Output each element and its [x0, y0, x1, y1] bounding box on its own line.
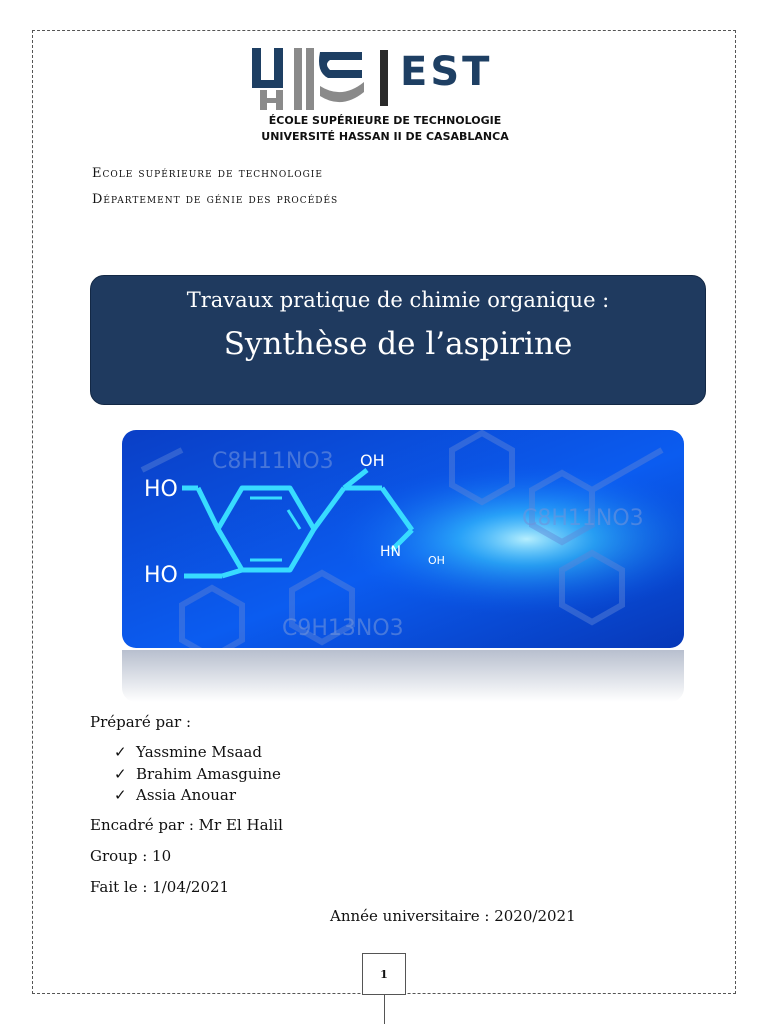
- group-line: Group : 10: [90, 847, 172, 865]
- formula-label-bottom: C9H13NO3: [282, 616, 404, 641]
- report-title: Synthèse de l’aspirine: [223, 326, 573, 362]
- school-name: Ecole supérieure de technologie: [92, 166, 323, 181]
- molecule-image: [122, 430, 684, 648]
- prepared-by-label: Préparé par :: [90, 713, 192, 731]
- logo-subtitle-school: ÉCOLE SUPÉRIEURE DE TECHNOLOGIE: [268, 114, 502, 127]
- formula-label-top: C8H11NO3: [212, 449, 334, 474]
- molecule-illustration: [122, 430, 684, 648]
- author-item: [114, 765, 281, 783]
- department-name: Département de génie des procédés: [92, 192, 339, 207]
- academic-year-line: Année universitaire : 2020/2021: [330, 907, 576, 925]
- author-item: [114, 743, 262, 761]
- amine-label: HN: [380, 544, 401, 560]
- date-line: Fait le : 1/04/2021: [90, 878, 230, 896]
- hydroxyl-label-2: HO: [144, 563, 178, 588]
- hydroxyl-label-1: HO: [144, 477, 178, 502]
- course-subtitle: Travaux pratique de chimie organique :: [186, 288, 610, 312]
- school-logo: [250, 42, 520, 152]
- uh2c-logo-icon: [250, 46, 375, 112]
- supervisor-line: Encadré par : Mr El Halil: [90, 816, 283, 834]
- checkmark-icon: ✓: [114, 765, 127, 783]
- logo-est-text: EST: [400, 49, 493, 95]
- hydroxyl-label-4: OH: [428, 554, 445, 567]
- author-name: Yassmine Msaad: [136, 743, 262, 761]
- author-name: Assia Anouar: [136, 786, 237, 804]
- checkmark-icon: ✓: [114, 786, 127, 804]
- title-banner: [90, 275, 706, 405]
- checkmark-icon: ✓: [114, 743, 127, 761]
- hydroxyl-label-3: OH: [360, 451, 385, 470]
- page-number-connector: [384, 995, 385, 1024]
- formula-label-right: C8H11NO3: [522, 506, 644, 531]
- page-number: 1: [362, 953, 406, 995]
- author-item: [114, 786, 236, 804]
- image-reflection: [122, 650, 684, 702]
- author-name: Brahim Amasguine: [136, 765, 281, 783]
- logo-subtitle-university: UNIVERSITÉ HASSAN II DE CASABLANCA: [261, 130, 509, 143]
- logo-divider: [380, 50, 388, 106]
